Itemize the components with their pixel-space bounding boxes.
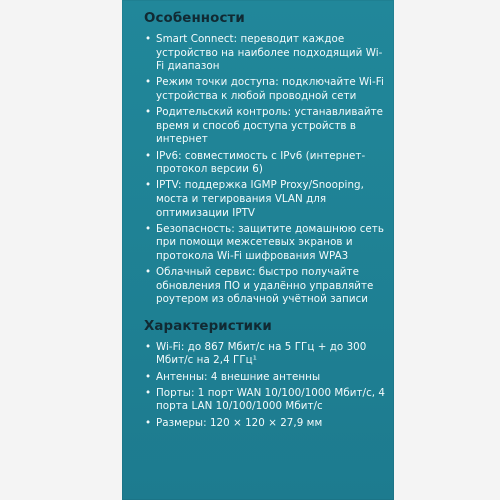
feature-text: IPTV: поддержка IGMP Proxy/Snooping, моста и тегирования VLAN для оптимизации IPTV [156, 179, 364, 219]
spec-item [144, 371, 388, 385]
spec-text: Размеры: 120 × 120 × 27,9 мм [156, 416, 323, 429]
specs-list [144, 341, 388, 430]
bullet-icon: • [145, 266, 152, 279]
feature-text: Родительский контроль: устанавливайте время и способ доступа устройств в интернет [156, 106, 384, 146]
features-list [144, 33, 388, 307]
feature-text: IPv6: совместимость с IPv6 (интернет-протокол версии 6) [156, 149, 366, 176]
bullet-icon: • [145, 76, 152, 89]
feature-text: Smart Connect: переводит каждое устройство на наиболее подходящий Wi-Fi диапазон [156, 33, 383, 73]
feature-item [144, 33, 388, 74]
bullet-icon: • [145, 222, 152, 235]
feature-text: Режим точки доступа: подключайте Wi-Fi устройства к любой проводной сети [156, 76, 384, 102]
spec-text: Порты: 1 порт WAN 10/100/1000 Мбит/с, 4 порта LAN 10/100/1000 Мбит/с [156, 386, 386, 413]
spec-text: Антенны: 4 внешние антенны [156, 370, 321, 383]
product-box-panel [122, 0, 394, 500]
bullet-icon: • [145, 340, 152, 353]
panel-content [144, 10, 388, 433]
bullet-icon: • [145, 416, 152, 429]
feature-item [144, 179, 388, 220]
feature-item [144, 106, 388, 147]
bullet-icon: • [145, 33, 152, 45]
feature-text: Облачный сервис: быстро получайте обновления ПО и удалённо управляйте роутером из облачной учётной записи [156, 266, 374, 306]
feature-item [144, 76, 388, 103]
bullet-icon: • [145, 149, 152, 162]
feature-item [144, 223, 388, 264]
bullet-icon: • [145, 106, 152, 119]
spec-item [144, 387, 388, 414]
specs-heading: Характеристики [144, 318, 272, 334]
spec-item [144, 417, 388, 431]
spec-item [144, 341, 388, 368]
bullet-icon: • [145, 386, 152, 399]
bullet-icon: • [145, 370, 152, 383]
feature-item [144, 150, 388, 177]
feature-item [144, 266, 388, 307]
spec-text: Wi-Fi: до 867 Мбит/с на 5 ГГц + до 300 Мбит/с на 2,4 ГГц¹ [156, 340, 367, 367]
features-heading: Особенности [144, 11, 245, 26]
bullet-icon: • [145, 179, 152, 192]
feature-text: Безопасность: защитите домашнюю сеть при помощи межсетевых экранов и протокола Wi-Fi шифрования WPA3 [156, 222, 384, 262]
